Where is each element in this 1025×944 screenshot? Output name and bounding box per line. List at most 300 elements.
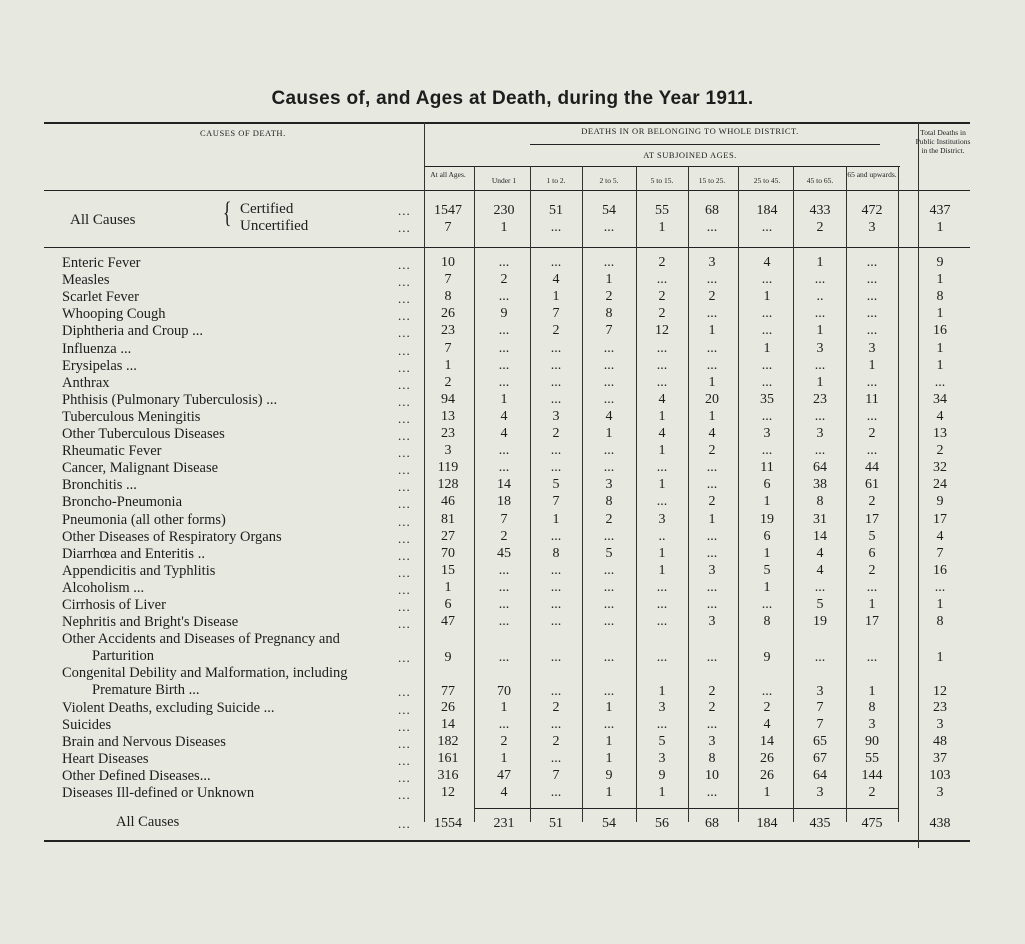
- leader-dots: ...: [398, 599, 411, 614]
- table-cell: ...: [603, 614, 615, 629]
- table-cell: 46: [441, 494, 455, 509]
- table-cell: 3: [816, 785, 824, 800]
- table-cell: 7: [816, 717, 824, 732]
- table-cell: ...: [498, 323, 510, 338]
- table-cell: 23: [441, 323, 455, 338]
- table-cell: 23: [933, 700, 947, 715]
- table-cell: 1: [500, 700, 508, 715]
- table-cell: 7: [444, 272, 452, 287]
- table-cell: ...: [656, 272, 668, 287]
- table-cell: 5: [605, 546, 613, 561]
- table-cell: ...: [866, 375, 878, 390]
- table-cell: 4: [763, 717, 771, 732]
- table-cell: 182: [437, 734, 459, 749]
- table-cell: ...: [761, 597, 773, 612]
- leader-dots: ...: [398, 257, 411, 272]
- column-divider: [424, 122, 425, 822]
- table-cell: 2: [658, 306, 666, 321]
- all-causes-rule: [44, 247, 970, 248]
- table-cell: ...: [550, 220, 562, 235]
- page-title: Causes of, and Ages at Death, during the Year 1911.: [271, 88, 754, 109]
- table-cell: ...: [656, 460, 668, 475]
- table-top-rule: [44, 122, 970, 124]
- row-label: Cancer, Malignant Disease: [62, 460, 219, 476]
- table-cell: 26: [441, 700, 455, 715]
- table-cell: ...: [550, 443, 562, 458]
- leader-dots: ...: [398, 325, 411, 340]
- table-cell: 2: [552, 323, 560, 338]
- table-cell: 1: [708, 409, 716, 424]
- table-cell: 5: [868, 529, 876, 544]
- leader-dots: ...: [398, 360, 411, 375]
- table-cell: 2: [552, 700, 560, 715]
- table-cell: 3: [708, 734, 716, 749]
- table-cell: 1: [868, 358, 876, 373]
- table-cell: 1: [658, 785, 666, 800]
- leader-dots: ...: [398, 394, 411, 409]
- table-cell: ...: [550, 392, 562, 407]
- table-cell: ...: [761, 272, 773, 287]
- table-cell: 14: [760, 734, 774, 749]
- table-cell: 230: [493, 203, 515, 218]
- table-cell: 8: [763, 614, 771, 629]
- table-cell: 14: [441, 717, 455, 732]
- table-cell: 4: [552, 272, 560, 287]
- table-cell: 1: [658, 477, 666, 492]
- table-cell: 2: [868, 426, 876, 441]
- table-cell: ...: [498, 375, 510, 390]
- table-cell: 8: [444, 289, 452, 304]
- table-cell: 67: [813, 751, 827, 766]
- row-label: Premature Birth ...: [92, 682, 200, 698]
- table-cell: 17: [865, 614, 879, 629]
- table-cell: ...: [814, 272, 826, 287]
- row-label: Congenital Debility and Malformation, including: [62, 665, 348, 681]
- table-cell: 2: [500, 529, 508, 544]
- table-cell: ...: [656, 597, 668, 612]
- table-cell: ...: [498, 580, 510, 595]
- leader-dots: ...: [398, 411, 411, 426]
- table-cell: 3: [816, 341, 824, 356]
- leader-dots: ...: [398, 203, 411, 218]
- table-cell: ...: [706, 341, 718, 356]
- table-cell: 16: [933, 563, 947, 578]
- table-cell: 1: [936, 358, 944, 373]
- table-cell: ...: [550, 529, 562, 544]
- row-label: Enteric Fever: [62, 255, 141, 271]
- table-cell: 17: [933, 512, 947, 527]
- table-cell: 3: [708, 614, 716, 629]
- table-cell: 1554: [434, 816, 462, 831]
- header-rule: [530, 144, 880, 145]
- brace-icon: {: [222, 196, 232, 229]
- leader-dots: ...: [398, 736, 411, 751]
- leader-dots: ...: [398, 684, 411, 699]
- table-cell: 1: [444, 358, 452, 373]
- leader-dots: ...: [398, 274, 411, 289]
- table-cell: ...: [656, 614, 668, 629]
- row-label: Rheumatic Fever: [62, 443, 162, 459]
- table-cell: 8: [605, 494, 613, 509]
- table-cell: 1: [868, 597, 876, 612]
- table-cell: 54: [602, 816, 616, 831]
- table-cell: 1: [763, 580, 771, 595]
- table-cell: ...: [706, 272, 718, 287]
- table-cell: ..: [658, 529, 666, 544]
- leader-dots: ...: [398, 770, 411, 785]
- table-cell: 68: [705, 203, 719, 218]
- table-cell: ...: [814, 650, 826, 665]
- table-cell: ...: [603, 443, 615, 458]
- table-cell: 8: [816, 494, 824, 509]
- table-cell: 2: [868, 785, 876, 800]
- table-cell: 1: [816, 255, 824, 270]
- table-cell: ...: [498, 597, 510, 612]
- table-cell: ...: [603, 392, 615, 407]
- table-cell: 1: [658, 563, 666, 578]
- table-cell: ...: [603, 358, 615, 373]
- table-cell: 3: [658, 512, 666, 527]
- table-cell: 4: [936, 409, 944, 424]
- table-cell: 1: [763, 785, 771, 800]
- table-cell: ...: [550, 751, 562, 766]
- table-cell: ...: [498, 614, 510, 629]
- table-cell: ...: [761, 443, 773, 458]
- table-cell: 13: [933, 426, 947, 441]
- table-cell: ...: [550, 614, 562, 629]
- table-cell: 34: [933, 392, 947, 407]
- table-cell: 316: [437, 768, 459, 783]
- table-cell: ...: [498, 717, 510, 732]
- leader-dots: ...: [398, 816, 411, 831]
- table-cell: 1: [763, 341, 771, 356]
- table-cell: 1: [936, 341, 944, 356]
- leader-dots: ...: [398, 565, 411, 580]
- table-cell: 9: [936, 494, 944, 509]
- table-cell: 231: [493, 816, 515, 831]
- table-cell: 4: [936, 529, 944, 544]
- subjoined-ages-header: AT SUBJOINED AGES.: [643, 150, 737, 160]
- table-cell: 10: [705, 768, 719, 783]
- table-cell: 472: [861, 203, 883, 218]
- table-cell: 3: [708, 255, 716, 270]
- leader-dots: ...: [398, 650, 411, 665]
- table-cell: 1: [658, 220, 666, 235]
- table-cell: 6: [868, 546, 876, 561]
- table-cell: ...: [656, 650, 668, 665]
- table-cell: 4: [816, 546, 824, 561]
- table-cell: ...: [498, 443, 510, 458]
- table-cell: 2: [708, 700, 716, 715]
- table-cell: 90: [865, 734, 879, 749]
- table-cell: 1: [552, 512, 560, 527]
- table-cell: 2: [500, 272, 508, 287]
- table-cell: 23: [441, 426, 455, 441]
- row-label: Bronchitis ...: [62, 477, 137, 493]
- table-cell: 2: [658, 255, 666, 270]
- table-cell: 94: [441, 392, 455, 407]
- table-cell: 54: [602, 203, 616, 218]
- certified-label: Certified: [240, 201, 294, 217]
- table-cell: 128: [437, 477, 459, 492]
- table-cell: 17: [865, 512, 879, 527]
- row-label: Influenza ...: [62, 341, 132, 357]
- table-cell: 64: [813, 768, 827, 783]
- leader-dots: ...: [398, 308, 411, 323]
- table-cell: 55: [865, 751, 879, 766]
- table-cell: 1: [763, 289, 771, 304]
- table-cell: 2: [444, 375, 452, 390]
- table-cell: 184: [756, 816, 778, 831]
- table-cell: ...: [550, 597, 562, 612]
- table-cell: 55: [655, 203, 669, 218]
- table-cell: 1: [936, 650, 944, 665]
- table-cell: ...: [814, 443, 826, 458]
- table-cell: 12: [933, 684, 947, 699]
- row-label: Suicides: [62, 717, 112, 733]
- column-divider: [530, 166, 531, 822]
- table-cell: 70: [441, 546, 455, 561]
- table-cell: ...: [656, 717, 668, 732]
- row-label: Erysipelas ...: [62, 358, 137, 374]
- leader-dots: ...: [398, 291, 411, 306]
- table-cell: 7: [605, 323, 613, 338]
- table-cell: 9: [500, 306, 508, 321]
- table-cell: 9: [605, 768, 613, 783]
- table-cell: 9: [444, 650, 452, 665]
- table-cell: 51: [549, 203, 563, 218]
- table-cell: ...: [656, 341, 668, 356]
- table-cell: ...: [603, 684, 615, 699]
- table-cell: ...: [603, 597, 615, 612]
- age-group-header: 1 to 2.: [546, 176, 566, 185]
- table-cell: 14: [497, 477, 511, 492]
- table-cell: 70: [497, 684, 511, 699]
- leader-dots: ...: [398, 787, 411, 802]
- table-cell: ...: [866, 650, 878, 665]
- table-cell: ...: [656, 358, 668, 373]
- deaths-district-header: DEATHS IN OR BELONGING TO WHOLE DISTRICT.: [581, 126, 799, 136]
- table-cell: 77: [441, 684, 455, 699]
- age-group-header: 2 to 5.: [599, 176, 619, 185]
- table-cell: ...: [603, 650, 615, 665]
- leader-dots: ...: [398, 548, 411, 563]
- column-divider: [636, 166, 637, 822]
- table-cell: 26: [760, 751, 774, 766]
- table-cell: 144: [861, 768, 883, 783]
- table-cell: ...: [866, 409, 878, 424]
- table-cell: 438: [929, 816, 951, 831]
- row-label: Broncho-Pneumonia: [62, 494, 183, 510]
- uncertified-label: Uncertified: [240, 218, 309, 234]
- table-cell: 7: [500, 512, 508, 527]
- table-cell: 23: [813, 392, 827, 407]
- table-cell: ...: [550, 341, 562, 356]
- table-cell: 12: [655, 323, 669, 338]
- table-cell: ...: [603, 341, 615, 356]
- table-cell: 7: [552, 768, 560, 783]
- table-cell: ...: [656, 580, 668, 595]
- row-label: Parturition: [92, 648, 155, 664]
- table-cell: ...: [706, 546, 718, 561]
- table-cell: 1: [605, 272, 613, 287]
- table-cell: 4: [500, 785, 508, 800]
- table-cell: ...: [498, 358, 510, 373]
- table-cell: ...: [761, 409, 773, 424]
- table-cell: 1: [658, 443, 666, 458]
- table-cell: 184: [756, 203, 778, 218]
- column-divider: [846, 166, 847, 822]
- table-cell: 1: [708, 512, 716, 527]
- table-cell: 18: [497, 494, 511, 509]
- table-cell: 3: [868, 220, 876, 235]
- table-cell: 1: [500, 220, 508, 235]
- table-cell: 1: [936, 272, 944, 287]
- table-cell: ...: [866, 580, 878, 595]
- table-cell: ...: [706, 717, 718, 732]
- row-label: Phthisis (Pulmonary Tuberculosis) ...: [62, 392, 278, 408]
- table-cell: 2: [708, 684, 716, 699]
- table-cell: ...: [603, 255, 615, 270]
- table-cell: 1547: [434, 203, 462, 218]
- column-divider: [738, 166, 739, 822]
- table-cell: 1: [605, 751, 613, 766]
- table-cell: 48: [933, 734, 947, 749]
- table-cell: ...: [706, 306, 718, 321]
- table-cell: ...: [814, 358, 826, 373]
- table-cell: 1: [816, 323, 824, 338]
- table-cell: 1: [936, 597, 944, 612]
- leader-dots: ...: [398, 719, 411, 734]
- table-cell: 8: [936, 289, 944, 304]
- table-cell: 7: [552, 494, 560, 509]
- table-cell: ...: [603, 529, 615, 544]
- table-cell: 5: [763, 563, 771, 578]
- table-cell: ...: [550, 255, 562, 270]
- table-cell: 64: [813, 460, 827, 475]
- row-label: Other Diseases of Respiratory Organs: [62, 529, 282, 545]
- header-rule: [424, 166, 900, 167]
- table-cell: 7: [444, 341, 452, 356]
- table-cell: 4: [708, 426, 716, 441]
- age-group-header: 65 and upwards.: [847, 170, 897, 179]
- table-cell: 7: [552, 306, 560, 321]
- table-cell: 4: [500, 426, 508, 441]
- all-causes-prefix: All Causes: [70, 212, 136, 228]
- table-cell: 4: [763, 255, 771, 270]
- table-cell: ...: [550, 684, 562, 699]
- table-cell: 19: [760, 512, 774, 527]
- table-cell: ...: [603, 220, 615, 235]
- table-cell: 1: [936, 220, 944, 235]
- table-cell: 51: [549, 816, 563, 831]
- table-cell: 1: [552, 289, 560, 304]
- table-cell: ...: [866, 289, 878, 304]
- row-label: Appendicitis and Typhlitis: [62, 563, 216, 579]
- column-divider: [688, 166, 689, 822]
- age-group-header: 25 to 45.: [753, 176, 781, 185]
- table-cell: 44: [865, 460, 879, 475]
- table-cell: 3: [868, 717, 876, 732]
- table-cell: 437: [929, 203, 951, 218]
- row-label: Cirrhosis of Liver: [62, 597, 166, 613]
- table-cell: 11: [760, 460, 774, 475]
- table-cell: 13: [441, 409, 455, 424]
- table-cell: ...: [603, 563, 615, 578]
- table-cell: 56: [655, 816, 669, 831]
- total-rule: [474, 808, 898, 809]
- table-cell: ...: [550, 563, 562, 578]
- table-cell: ...: [656, 494, 668, 509]
- row-label: Anthrax: [62, 375, 110, 391]
- row-label: Violent Deaths, excluding Suicide ...: [62, 700, 275, 716]
- table-cell: 2: [605, 512, 613, 527]
- table-cell: 68: [705, 816, 719, 831]
- table-cell: ...: [706, 529, 718, 544]
- row-label: Tuberculous Meningitis: [62, 409, 201, 425]
- table-cell: ...: [866, 272, 878, 287]
- table-cell: ...: [761, 306, 773, 321]
- table-cell: 1: [500, 392, 508, 407]
- table-cell: 3: [444, 443, 452, 458]
- row-label: Brain and Nervous Diseases: [62, 734, 226, 750]
- table-cell: 3: [708, 563, 716, 578]
- header-bottom-rule: [44, 190, 970, 191]
- table-cell: 1: [658, 684, 666, 699]
- table-cell: 1: [605, 700, 613, 715]
- table-cell: 103: [929, 768, 951, 783]
- table-cell: ...: [706, 477, 718, 492]
- table-cell: 45: [497, 546, 511, 561]
- table-cell: ...: [761, 684, 773, 699]
- table-cell: 32: [933, 460, 947, 475]
- leader-dots: ...: [398, 702, 411, 717]
- table-cell: 3: [936, 717, 944, 732]
- table-cell: 1: [936, 306, 944, 321]
- table-cell: ...: [706, 460, 718, 475]
- table-cell: ...: [761, 375, 773, 390]
- table-cell: ...: [498, 255, 510, 270]
- table-cell: ...: [761, 220, 773, 235]
- table-cell: 1: [658, 546, 666, 561]
- column-divider: [898, 166, 899, 822]
- table-cell: 65: [813, 734, 827, 749]
- table-cell: 10: [441, 255, 455, 270]
- table-cell: ...: [550, 650, 562, 665]
- table-cell: 61: [865, 477, 879, 492]
- table-cell: ...: [934, 580, 946, 595]
- table-cell: ...: [866, 306, 878, 321]
- table-cell: 2: [708, 289, 716, 304]
- table-cell: 433: [809, 203, 831, 218]
- table-cell: 119: [437, 460, 459, 475]
- leader-dots: ...: [398, 377, 411, 392]
- table-cell: 9: [658, 768, 666, 783]
- table-cell: 475: [861, 816, 883, 831]
- table-cell: ...: [814, 580, 826, 595]
- table-cell: ...: [866, 443, 878, 458]
- table-cell: 1: [868, 684, 876, 699]
- table-cell: 2: [868, 563, 876, 578]
- table-cell: 12: [441, 785, 455, 800]
- column-divider: [474, 166, 475, 822]
- table-cell: ...: [761, 358, 773, 373]
- leader-dots: ...: [398, 496, 411, 511]
- table-cell: 47: [441, 614, 455, 629]
- table-cell: 27: [441, 529, 455, 544]
- table-cell: 26: [441, 306, 455, 321]
- table-cell: 4: [816, 563, 824, 578]
